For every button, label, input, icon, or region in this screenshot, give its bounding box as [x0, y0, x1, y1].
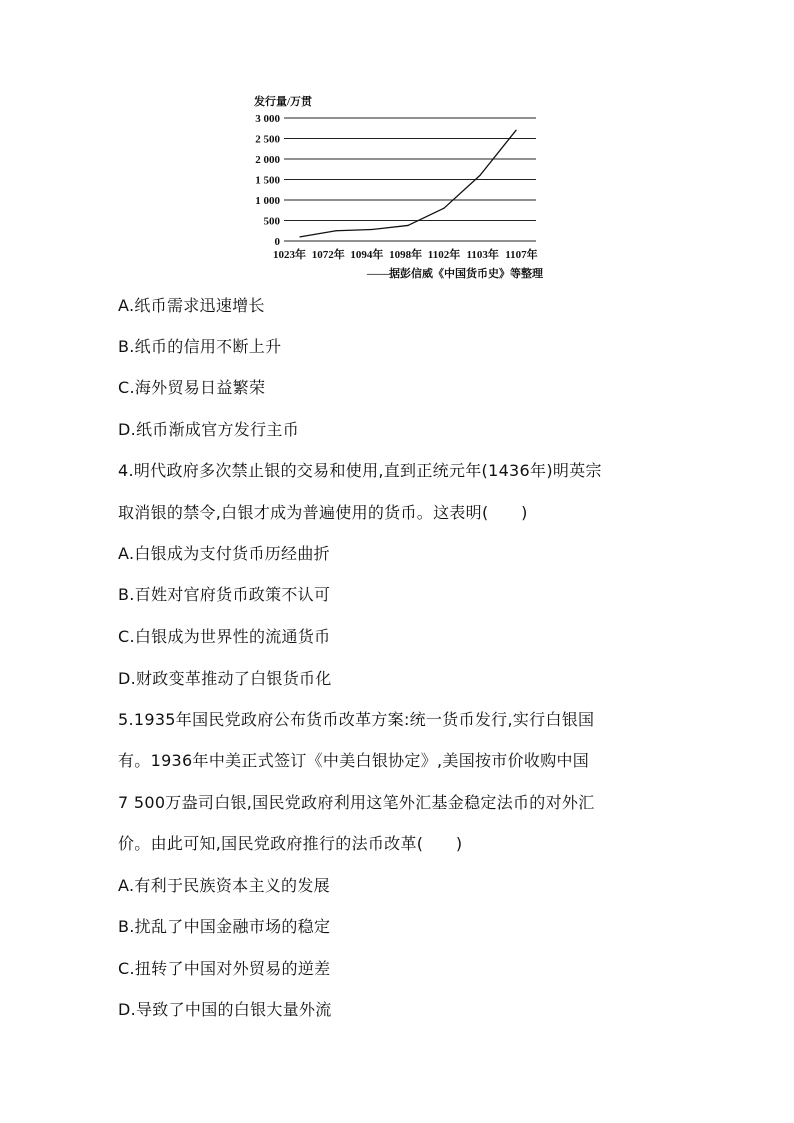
x-tick-label-4: 1102年	[427, 249, 461, 261]
q3-option-d: D.纸币渐成官方发行主币	[118, 420, 300, 439]
series-segment-3	[372, 225, 408, 229]
q3-option-a: A.纸币需求迅速增长	[118, 296, 265, 315]
q4-stem-line-2: 取消银的禁令,白银才成为普遍使用的货币。这表明( )	[118, 503, 528, 522]
q5-option-d: D.导致了中国的白银大量外流	[118, 1000, 332, 1019]
q5-stem-line-4: 价。由此可知,国民党政府推行的法币改革( )	[118, 834, 463, 853]
y-tick-label-3000: 3 000	[255, 113, 280, 125]
q4-option-b: B.百姓对官府货币政策不认可	[118, 585, 331, 604]
y-tick-label-0: 0	[274, 236, 280, 248]
q5-stem-line-3: 7 500万盎司白银,国民党政府利用这笔外汇基金稳定法币的对外汇	[118, 793, 595, 812]
grid-lines	[284, 118, 536, 241]
series-segment-5	[444, 175, 480, 208]
q3-option-b: B.纸币的信用不断上升	[118, 337, 282, 356]
q5-option-c: C.扭转了中国对外贸易的逆差	[118, 959, 331, 978]
x-tick-label-6: 1107年	[505, 249, 538, 261]
q5-stem-line-1: 5.1935年国民党政府公布货币改革方案:统一货币发行,实行白银国	[118, 710, 595, 729]
x-tick-label-5: 1103年	[466, 249, 499, 261]
x-tick-labels	[273, 247, 538, 261]
y-tick-labels	[255, 113, 280, 248]
y-tick-label-1000: 1 000	[255, 195, 280, 207]
x-tick-label-2: 1094年	[350, 249, 384, 261]
y-tick-label-500: 500	[263, 215, 280, 228]
series-segment-1	[300, 231, 336, 237]
q5-option-a: A.有利于民族资本主义的发展	[118, 876, 330, 895]
q4-option-d: D.财政变革推动了白银货币化	[118, 669, 332, 688]
q5-option-b: B.扰乱了中国金融市场的稳定	[118, 917, 331, 936]
series-segment-2	[336, 230, 372, 231]
y-tick-label-1500: 1 500	[255, 174, 280, 187]
q5-stem-line-2: 有。1936年中美正式签订《中美白银协定》,美国按市价收购中国	[118, 751, 590, 770]
issuance-line-chart	[240, 88, 570, 288]
y-tick-label-2500: 2 500	[255, 133, 280, 146]
chart-source: ——据彭信威《中国货币史》等整理	[367, 268, 543, 280]
q4-stem-line-1: 4.明代政府多次禁止银的交易和使用,直到正统元年(1436年)明英宗	[118, 461, 602, 480]
q4-option-c: C.白银成为世界性的流通货币	[118, 627, 331, 646]
y-tick-label-2000: 2 000	[255, 154, 280, 166]
q4-option-a: A.白银成为支付货币历经曲折	[118, 544, 330, 563]
q3-option-c: C.海外贸易日益繁荣	[118, 378, 266, 397]
x-tick-label-3: 1098年	[389, 249, 423, 261]
x-tick-label-1: 1072年	[311, 249, 345, 261]
x-tick-label-0: 1023年	[273, 249, 306, 261]
series-segment-4	[408, 208, 444, 225]
series-segment-6	[480, 130, 516, 175]
y-axis-label: 发行量/万贯	[254, 96, 313, 108]
